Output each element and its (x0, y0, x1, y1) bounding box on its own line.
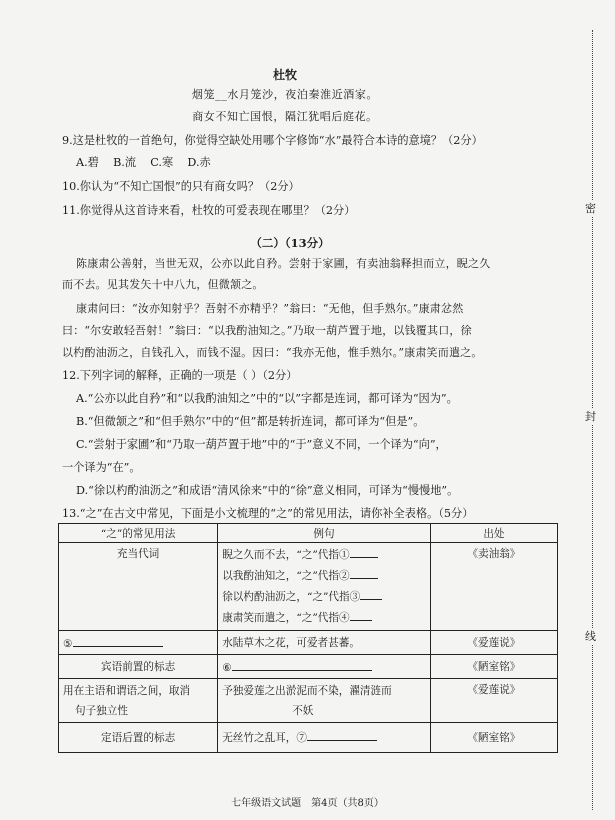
example-line-1: 予独爱莲之出淤泥而不染，濯清涟而 (222, 684, 392, 697)
question-12: 12.下列字词的解释，正确的一项是（ ）（2分） (62, 369, 298, 382)
question-11: 11.你觉得从这首诗来看，杜牧的可爱表现在哪里？（2分） (62, 204, 356, 217)
answer-blank-7[interactable] (307, 730, 377, 741)
table-header-row (59, 524, 558, 543)
q9-options (76, 156, 546, 170)
example-line-1: 睨之久而不去，“之”代指① (222, 548, 350, 561)
usage-cell: 定语后置的标志 (59, 723, 218, 753)
q12-option-c-line2: 一个译为“在”。 (62, 461, 141, 474)
passage-p2-line1: 康肃问曰：“汝亦知射乎？吾射不亦精乎？”翁曰：“无他，但手熟尔。”康肃忿然 (76, 302, 464, 315)
answer-blank-1[interactable] (350, 547, 378, 558)
passage-p2-line2: 曰：“尔安敢轻吾射！”翁曰：“以我酌油知之。”乃取一葫芦置于地，以钱覆其口，徐 (62, 324, 472, 337)
header-usage: “之”的常见用法 (59, 524, 218, 543)
zhi-usage-table (58, 523, 558, 753)
source-cell: 《陋室铭》 (430, 723, 557, 753)
source-cell: 《爱莲说》 (430, 631, 557, 655)
poem-line-1: 烟笼__水月笼沙，夜泊秦淮近酒家。 (191, 88, 379, 101)
seal-char-xian: 线 (585, 630, 596, 643)
question-9: 9.这是杜牧的一首绝句，你觉得空缺处用哪个字修饰“水”最符合本诗的意境？（2分） (62, 134, 483, 147)
usage-cell (59, 679, 218, 723)
q12-option-a: A.“公亦以此自矜”和“以我酌油知之”中的“以”字都是连词，都可译为“因为”。 (76, 392, 458, 405)
answer-blank-6[interactable] (232, 660, 372, 671)
example-line-3: 徐以杓酌油沥之，“之”代指③ (222, 590, 361, 603)
page-footer: 七年级语文试题 第4页（共8页） (231, 798, 384, 809)
passage-p1-line1: 陈康肃公善射，当世无双，公亦以此自矜。尝射于家圃，有卖油翁释担而立，睨之久 (76, 257, 491, 270)
answer-marker-6: ⑥ (222, 661, 232, 674)
example-line-2: 以我酌油知之，“之”代指② (222, 569, 350, 582)
table-row (59, 723, 558, 753)
question-10: 10.你认为“不知亡国恨”的只有商女吗？（2分） (62, 180, 300, 193)
usage-line-2: 句子独立性 (75, 704, 128, 717)
source-cell: 《卖油翁》 (430, 543, 557, 631)
answer-blank-5[interactable] (73, 636, 163, 647)
seal-char-feng: 封 (585, 410, 596, 423)
q12-option-d: D.“徐以杓酌油沥之”和成语“清风徐来”中的“徐”意义相同，可译为“慢慢地”。 (76, 484, 459, 497)
table-row (59, 543, 558, 631)
section-2-title: （二）（13分） (250, 236, 330, 250)
q9-option-c: C.寒 (150, 156, 174, 169)
q12-option-c-line1: C.“尝射于家圃”和“乃取一葫芦置于地”中的“于”意义不同，一个译为“向”， (76, 438, 447, 451)
table-row (59, 655, 558, 679)
seal-char-mi: 密 (585, 202, 596, 215)
poem-author: 杜牧 (272, 68, 297, 82)
usage-cell: 充当代词 (59, 543, 218, 631)
example-line-2: 不妖 (292, 704, 314, 717)
example-cell (218, 543, 431, 631)
example-cell (218, 655, 431, 679)
answer-blank-2[interactable] (350, 568, 378, 579)
q9-option-d: D.赤 (187, 156, 211, 169)
usage-cell (59, 631, 218, 655)
example-line-4: 康肃笑而遣之，“之”代指④ (222, 611, 350, 624)
example-cell (218, 679, 431, 723)
passage-p2-line3: 以杓酌油沥之，自钱孔入，而钱不湿。因曰：“我亦无他，惟手熟尔。”康肃笑而遣之。 (62, 346, 483, 359)
q9-option-b: B.流 (113, 156, 137, 169)
source-cell: 《爱莲说》 (430, 679, 557, 723)
passage-p1-line2: 而不去。见其发矢十中八九，但微颔之。 (62, 278, 264, 291)
question-13: 13.“之”在古文中常见，下面是小文梳理的“之”的常见用法，请你补全表格。（5分） (62, 507, 474, 520)
answer-blank-3[interactable] (360, 589, 382, 600)
header-example: 例句 (218, 524, 431, 543)
header-source: 出处 (430, 524, 557, 543)
table-row (59, 679, 558, 723)
q9-option-a: A.碧 (76, 156, 99, 169)
q12-option-b: B.“但微颔之”和“但手熟尔”中的“但”都是转折连词，都可译为“但是”。 (76, 415, 425, 428)
answer-marker-5: ⑤ (63, 637, 73, 650)
source-cell: 《陋室铭》 (430, 655, 557, 679)
usage-cell: 宾语前置的标志 (59, 655, 218, 679)
table-row (59, 631, 558, 655)
answer-blank-4[interactable] (350, 610, 372, 621)
example-cell: 水陆草木之花，可爱者甚蕃。 (218, 631, 431, 655)
usage-line-1: 用在主语和谓语之间，取消 (63, 684, 191, 697)
poem-line-2: 商女不知亡国恨，隔江犹唱后庭花。 (192, 110, 378, 123)
answer-marker-7: 无丝竹之乱耳，⑦ (222, 732, 307, 744)
example-cell (218, 723, 431, 753)
